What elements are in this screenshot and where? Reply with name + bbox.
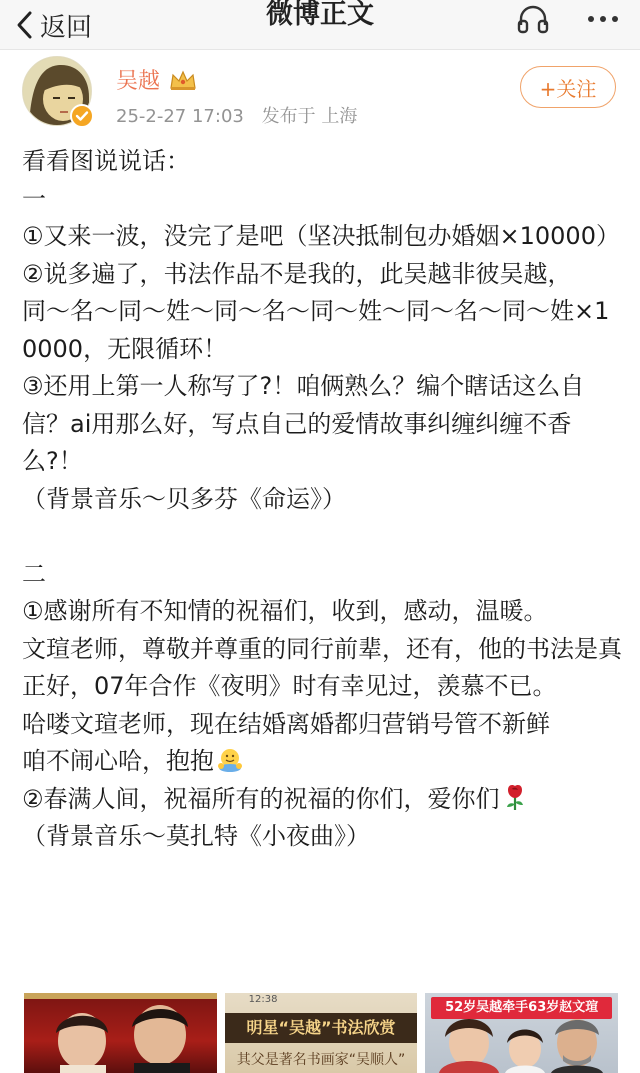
image-thumbnail[interactable] [24, 993, 217, 1073]
follow-button[interactable]: +关注 [520, 66, 616, 108]
post-line: （背景音乐～莫扎特《小夜曲》） [22, 822, 370, 850]
thumbnail-headline: 明星“吴越”书法欣赏 [225, 1013, 418, 1043]
back-label: 返回 [40, 12, 93, 43]
avatar[interactable] [22, 56, 94, 128]
author-header [22, 56, 622, 136]
post-line: 看看图说说话： [22, 147, 190, 175]
photo-two-people-icon [24, 993, 217, 1073]
top-nav-bar [0, 0, 640, 50]
more-options-icon[interactable] [586, 14, 620, 24]
post-line-text: 咱不闹心哈，抱抱 [22, 747, 214, 775]
rose-emoji-icon [502, 783, 528, 811]
author-name-text: 吴越 [116, 69, 161, 94]
post-line: ①感谢所有不知情的祝福们，收到，感动，温暖。 [22, 597, 548, 625]
post-line: 一 [22, 184, 46, 213]
post-body [22, 143, 622, 856]
post-line-with-emoji [22, 781, 622, 819]
image-gallery [24, 993, 618, 1073]
post-meta [116, 102, 369, 128]
chevron-left-icon [14, 10, 36, 40]
image-thumbnail[interactable] [425, 993, 618, 1073]
author-name[interactable] [116, 64, 198, 95]
post-line: 二 [22, 559, 46, 588]
paragraph-spacer [22, 518, 622, 556]
post-location: 发布于 上海 [261, 106, 358, 127]
hug-emoji-icon [216, 747, 244, 773]
thumbnail-caption: 52岁吴越牵手63岁赵文瑄 [431, 997, 612, 1019]
thumbnail-status-time: 12:38 [248, 994, 278, 1005]
post-line: ②说多遍了，书法作品不是我的，此吴越非彼吴越， [22, 259, 572, 288]
post-line: 哈喽文瑄老师，现在结婚离婚都归营销号管不新鲜 [22, 709, 550, 738]
crown-badge-icon [168, 68, 198, 92]
post-line: （背景音乐～贝多芬《命运》） [22, 484, 346, 513]
page-title: 微博正文 [266, 0, 374, 30]
post-line: ①又来一波，没完了是吧（坚决抵制包办婚姻×10000） [22, 222, 620, 250]
post-time: 25-2-27 17:03 [116, 106, 244, 127]
back-button[interactable] [14, 0, 92, 50]
post-line: 同～名～同～姓～同～名～同～姓～同～名～同～姓×10000，无限循环！ [22, 297, 610, 363]
post-line-with-emoji [22, 743, 622, 781]
image-thumbnail[interactable] [225, 993, 418, 1073]
headphones-icon[interactable] [516, 4, 550, 34]
thumbnail-subtitle: 其父是著名书画家“吴顺人” [236, 1052, 406, 1068]
verified-badge-icon [70, 104, 94, 128]
post-line-text: ②春满人间，祝福所有的祝福的你们，爱你们 [22, 784, 500, 813]
post-line: 文瑄老师，尊敬并尊重的同行前辈，还有，他的书法是真正好，07年合作《夜明》时有幸见过，羡慕不已。 [22, 634, 622, 700]
post-line: ③还用上第一人称写了?！咱俩熟么？编个瞎话这么自信？ai用那么好，写点自己的爱情故事纠缠纠缠不香么?！ [22, 372, 585, 475]
